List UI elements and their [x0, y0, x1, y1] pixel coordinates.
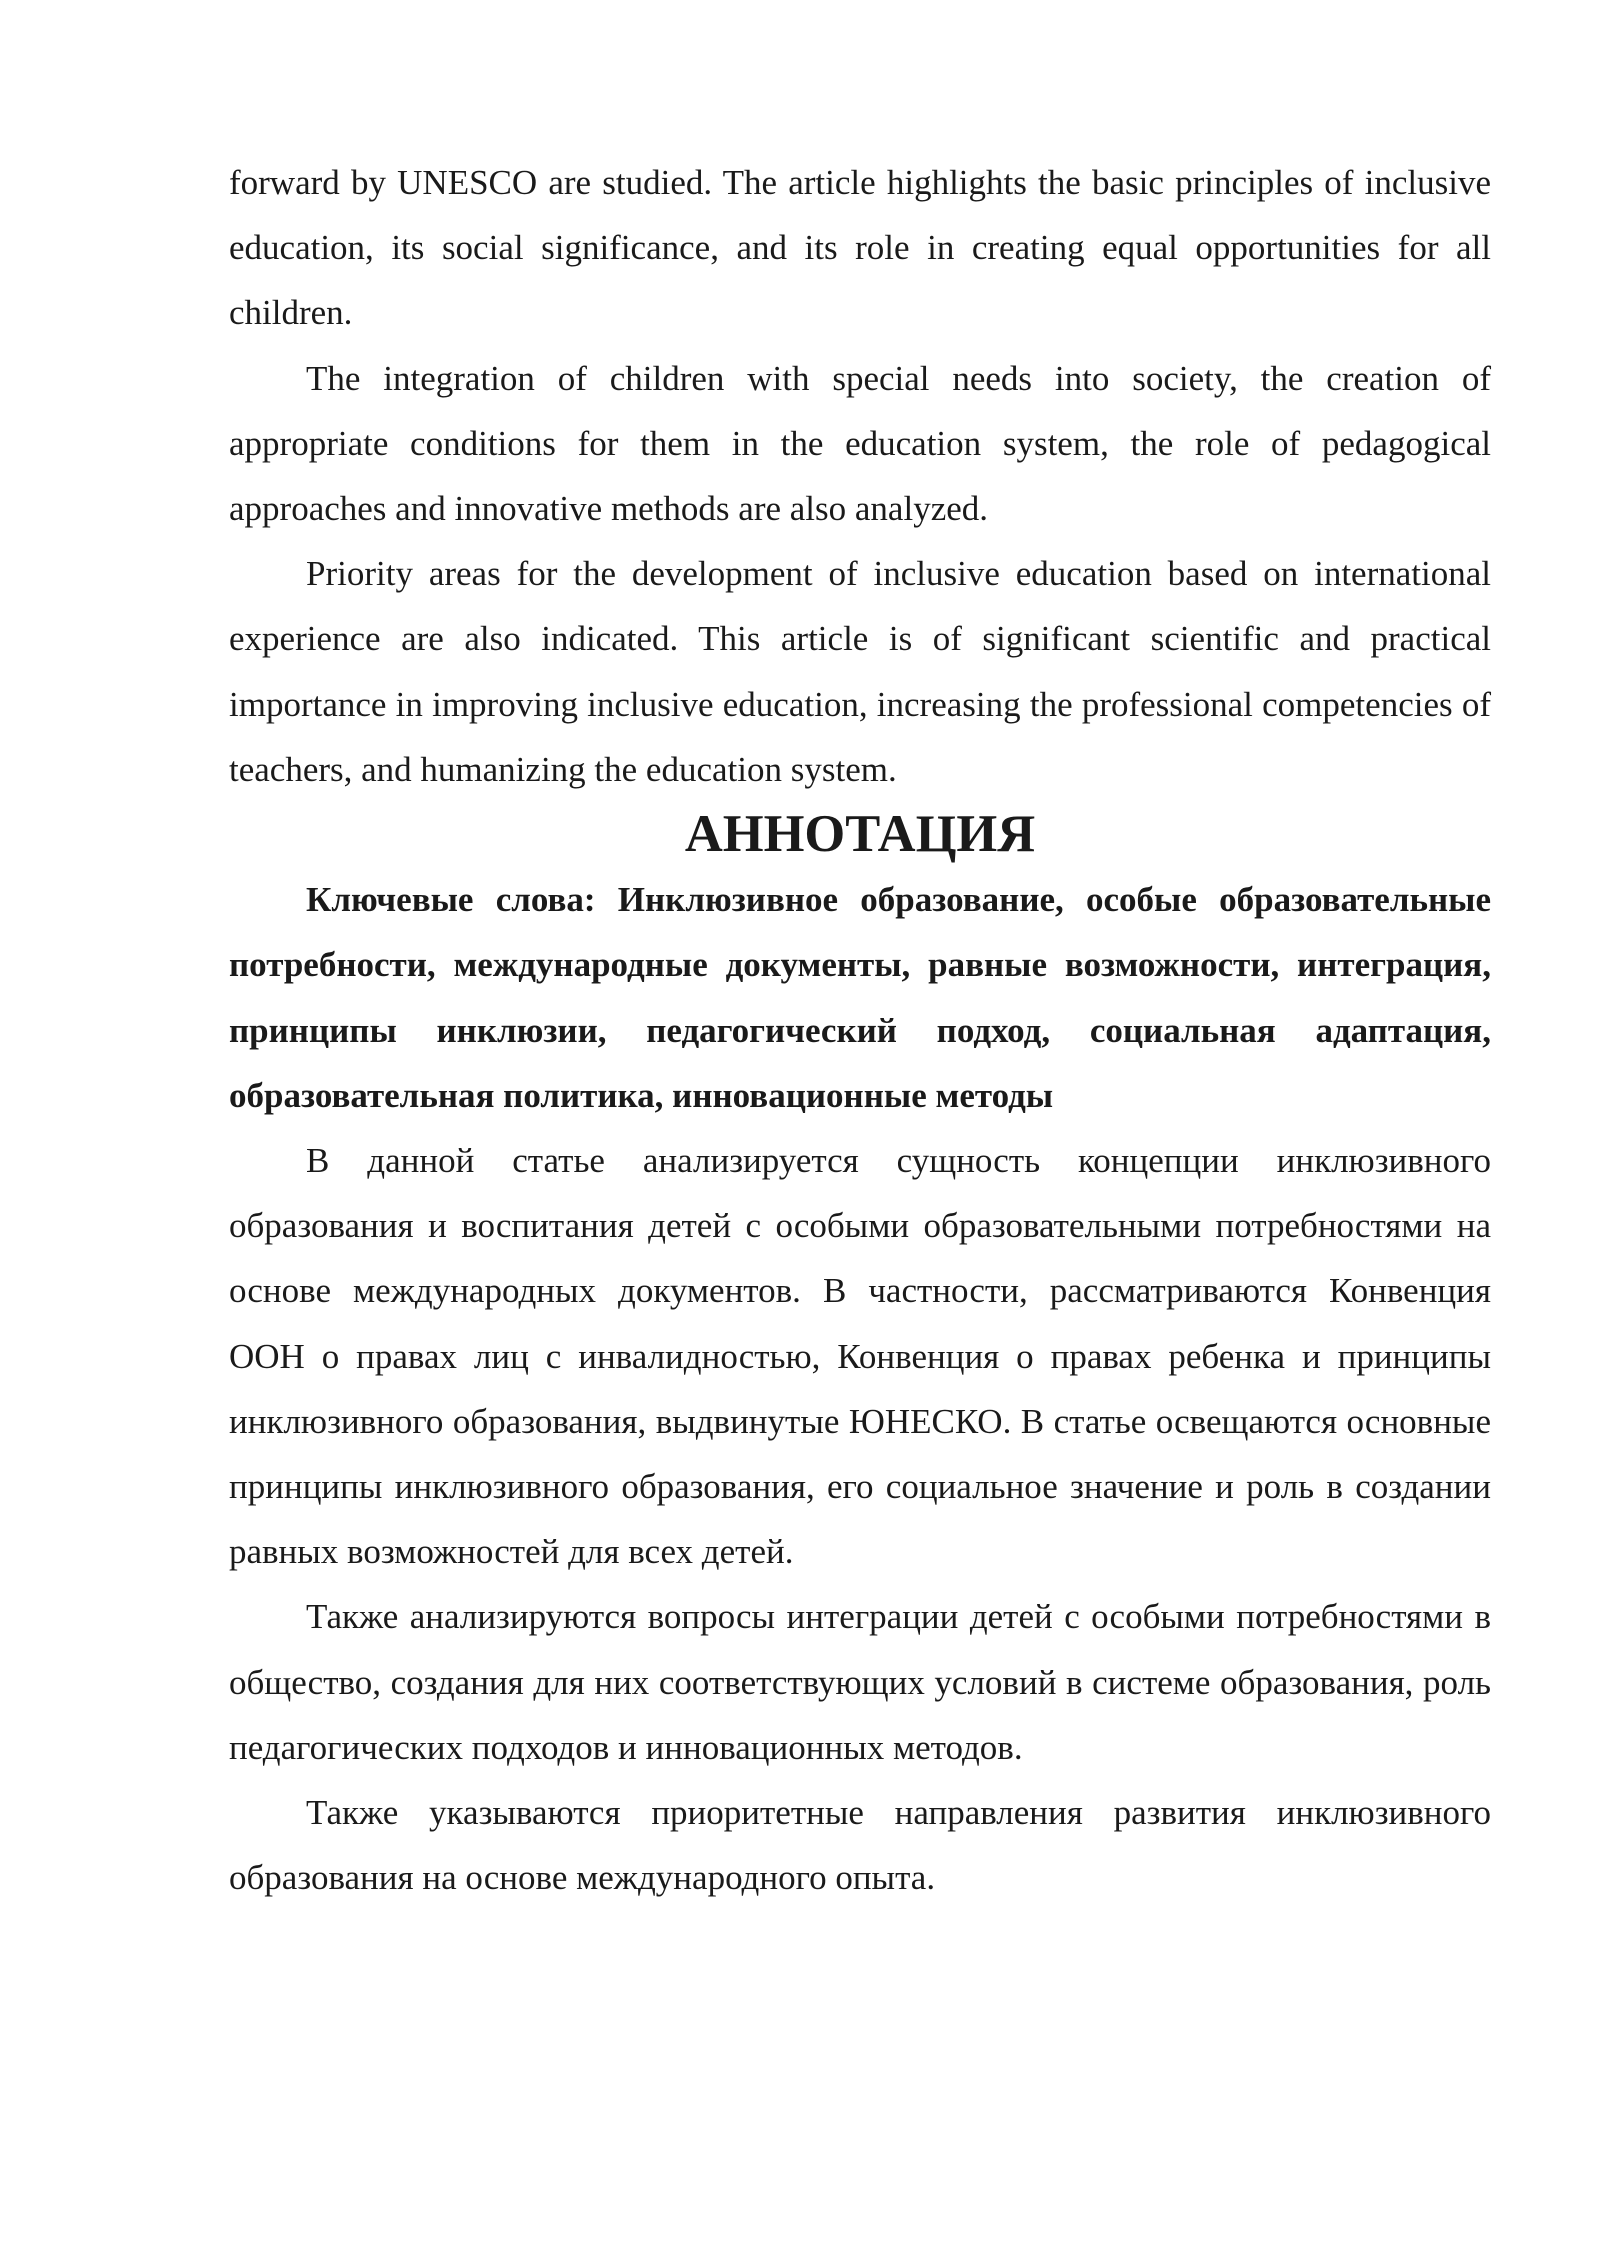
english-paragraph-continued: forward by UNESCO are studied. The article highlights the basic principles of inclusive education, its social significance, and its role in creating equal opportunities for all children.: [229, 163, 1491, 333]
russian-paragraph-priority: Также указываются приоритетные направления развития инклюзивного образования на основе международного опыта.: [229, 1793, 1491, 1898]
document-page: [229, 150, 1491, 1910]
keywords-paragraph: Ключевые слова: Инклюзивное образование, особые образовательные потребности, международные документы, равные возможности, интеграция, принципы инклюзии, педагогический подход, социальная адаптация, образовательная политика, инновационные методы: [229, 880, 1491, 1115]
english-paragraph-integration: The integration of children with special needs into society, the creation of appropriate conditions for them in the education system, the role of pedagogical approaches and innovative methods are also analyzed.: [229, 358, 1491, 529]
english-paragraph-priority: Priority areas for the development of inclusive education based on international experience are also indicated. This article is of significant scientific and practical importance in improving inclusive education, increasing the professional competencies of teachers, and humanizing the education system.: [229, 554, 1491, 789]
annotation-heading: АННОТАЦИЯ: [684, 805, 1036, 864]
russian-paragraph-essence: В данной статье анализируется сущность концепции инклюзивного образования и воспитания детей с особыми образовательными потребностями на основе международных документов. В частности, рассматриваются Конвенция ООН о правах лиц с инвалидностью, Конвенция о правах ребенка и принципы инклюзивного образования, выдвинутые ЮНЕСКО. В статье освещаются основные принципы инклюзивного образования, его социальное значение и роль в создании равных возможностей для всех детей.: [229, 1141, 1491, 1572]
russian-paragraph-integration: Также анализируются вопросы интеграции детей с особыми потребностями в общество, создания для них соответствующих условий в системе образования, роль педагогических подходов и инновационных методов.: [229, 1597, 1491, 1767]
